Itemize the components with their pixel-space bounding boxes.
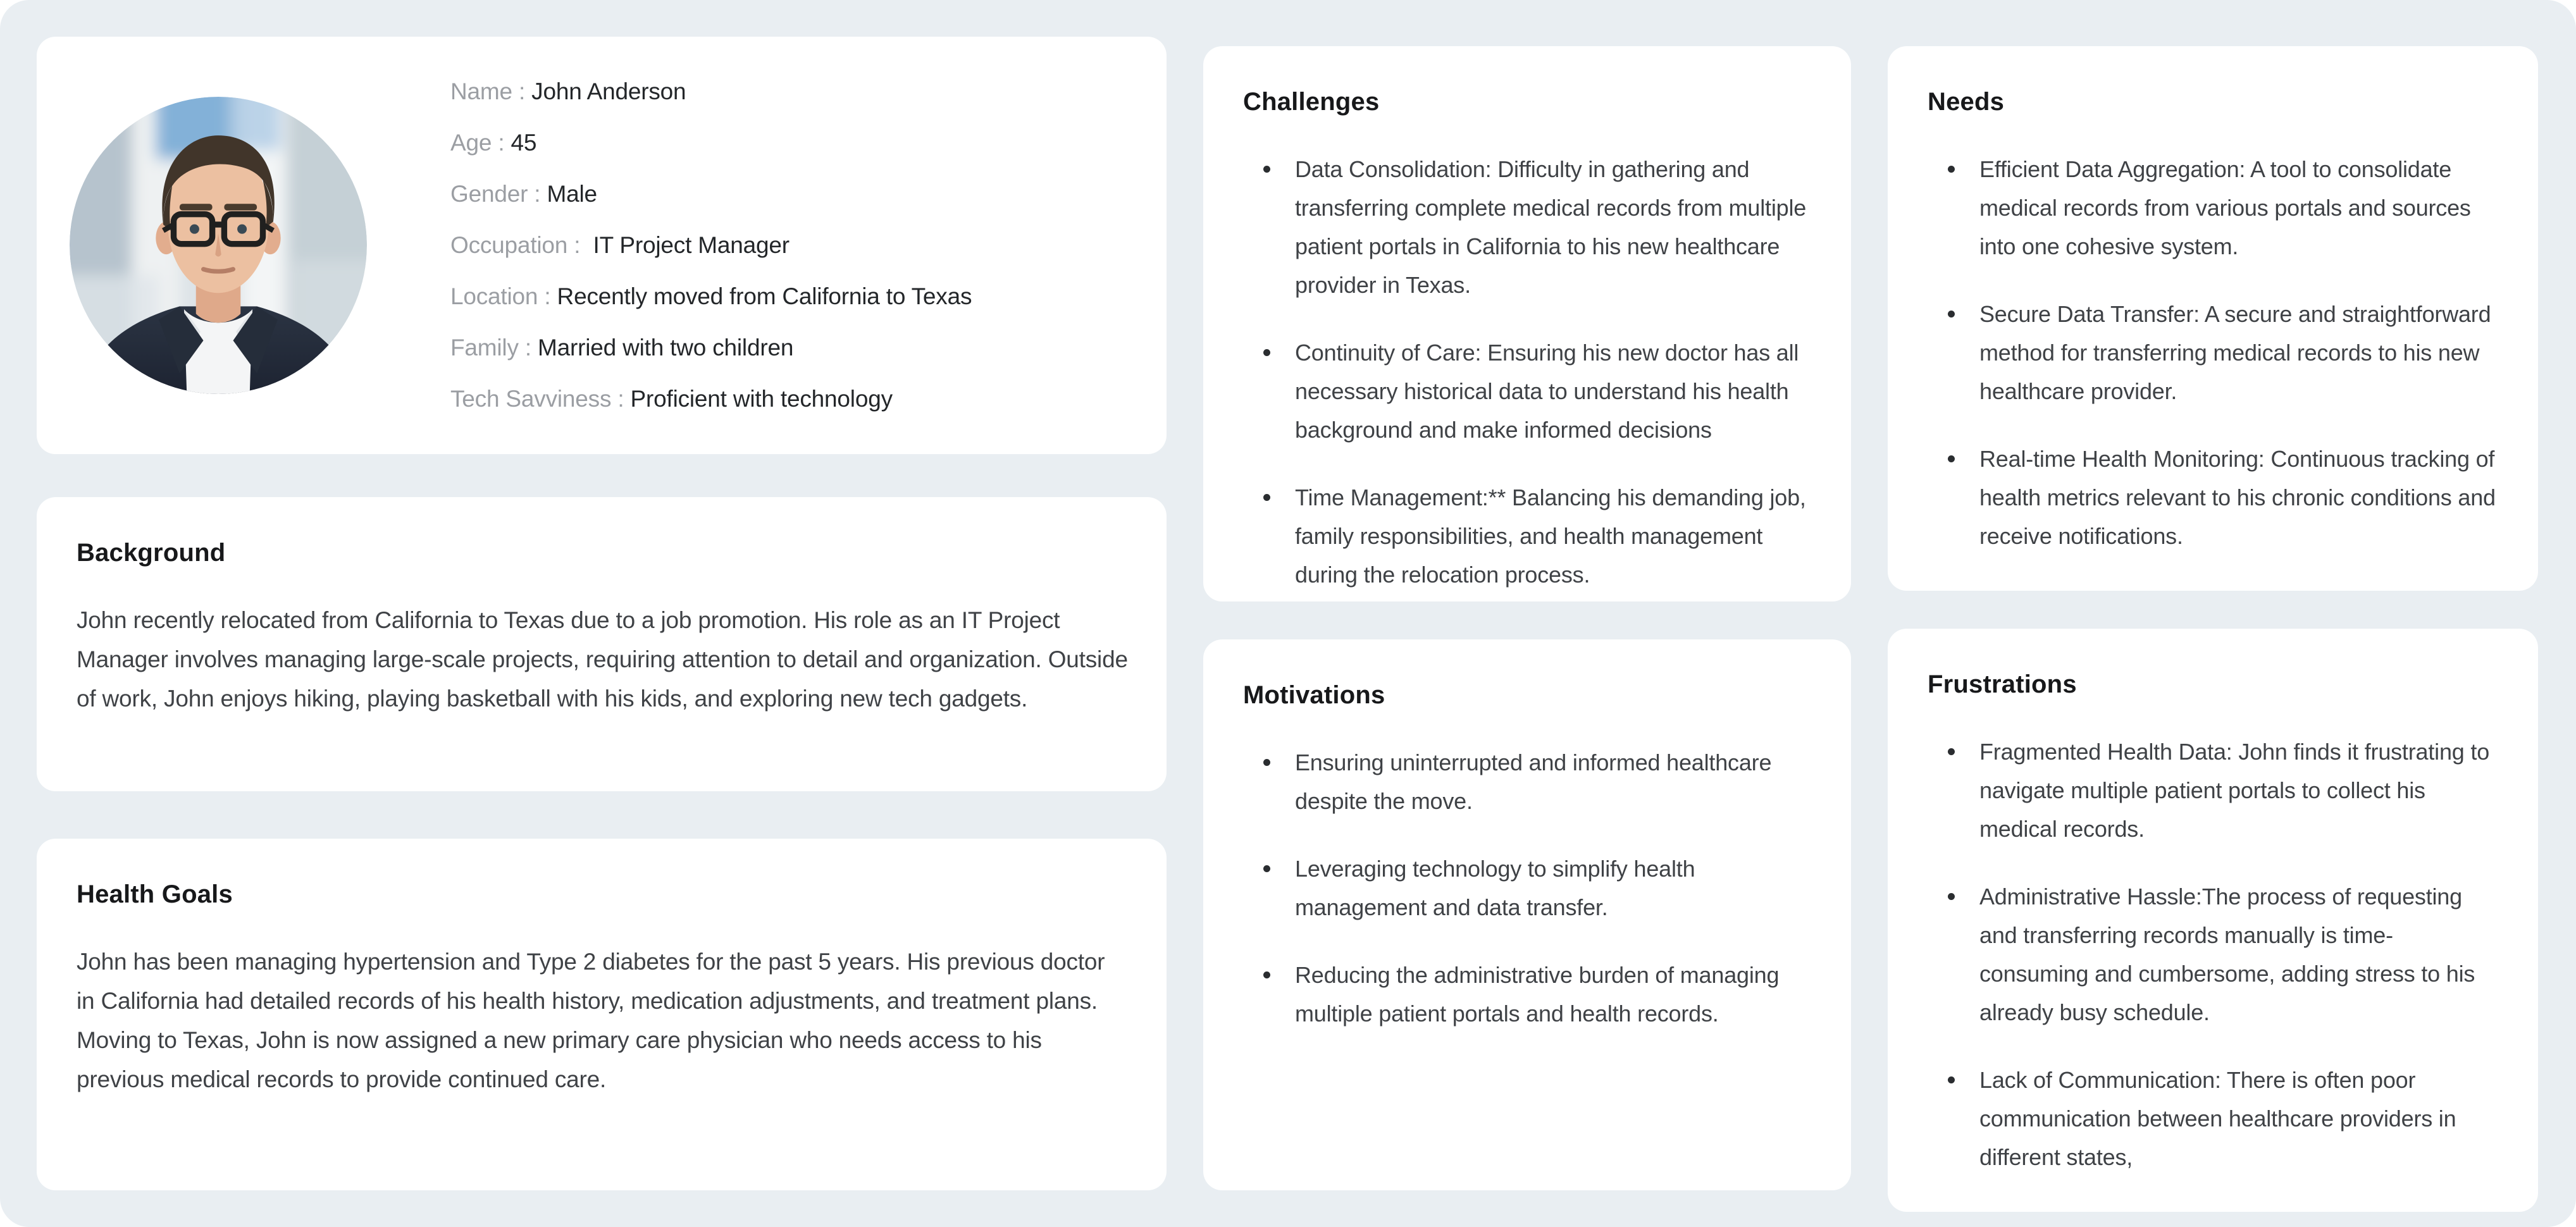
motivations-list-item: Leveraging technology to simplify health management and data transfer. bbox=[1261, 849, 1813, 927]
health-goals-body: John has been managing hypertension and Type 2 diabetes for the past 5 years. His previous doctor in California had detailed records of his health history, medication adjustments, and treatment plans. Moving to Texas, John is now assigned a new primary care physician who needs access to his previous medical records to provide continued care. bbox=[77, 949, 1105, 1092]
frustrations-list bbox=[1928, 732, 2500, 1176]
profile-field-separator: : bbox=[611, 386, 631, 412]
motivations-title: Motivations bbox=[1243, 681, 1385, 709]
frustrations-list-item: Lack of Communication: There is often poor communication between healthcare providers in different states, bbox=[1945, 1061, 2500, 1176]
right-column bbox=[1888, 37, 2538, 1190]
profile-field-row bbox=[450, 180, 1122, 208]
profile-field-separator: : bbox=[512, 78, 532, 104]
profile-field-value: Proficient with technology bbox=[630, 386, 893, 412]
profile-field-value: John Anderson bbox=[531, 78, 686, 104]
profile-field-label: Gender bbox=[450, 181, 528, 207]
profile-card bbox=[37, 37, 1167, 454]
profile-field-label: Family bbox=[450, 335, 519, 361]
profile-field-separator: : bbox=[538, 283, 557, 309]
challenges-list-item: Time Management:** Balancing his demanding job, family responsibilities, and health management during the relocation process. bbox=[1261, 478, 1813, 594]
frustrations-list-item: Administrative Hassle:The process of requesting and transferring records manually is time-consuming and cumbersome, adding stress to his already busy schedule. bbox=[1945, 877, 2500, 1032]
challenges-title: Challenges bbox=[1243, 88, 1380, 116]
avatar-photo bbox=[70, 97, 367, 394]
health-goals-card bbox=[37, 839, 1167, 1190]
profile-field-separator: : bbox=[492, 130, 511, 156]
frustrations-title: Frustrations bbox=[1928, 670, 2077, 698]
profile-field-row bbox=[450, 334, 1122, 362]
left-column bbox=[37, 37, 1167, 1190]
profile-field-separator: : bbox=[518, 335, 538, 361]
challenges-list-item: Continuity of Care: Ensuring his new doctor has all necessary historical data to understand his health background and make informed decisions bbox=[1261, 333, 1813, 449]
background-title: Background bbox=[77, 539, 226, 567]
profile-field-label: Age bbox=[450, 130, 492, 156]
profile-field-value: 45 bbox=[511, 130, 537, 156]
frustrations-list-item: Fragmented Health Data: John finds it frustrating to navigate multiple patient portals to collect his medical records. bbox=[1945, 732, 2500, 848]
profile-field-row bbox=[450, 283, 1122, 311]
avatar bbox=[70, 97, 367, 394]
profile-field-label: Location bbox=[450, 283, 538, 309]
profile-field-value: Recently moved from California to Texas bbox=[557, 283, 972, 309]
needs-list-item: Efficient Data Aggregation: A tool to consolidate medical records from various portals and sources into one cohesive system. bbox=[1945, 150, 2500, 266]
profile-fields bbox=[450, 78, 1122, 413]
needs-list bbox=[1928, 150, 2500, 555]
middle-column bbox=[1203, 37, 1851, 1190]
motivations-list-item: Ensuring uninterrupted and informed healthcare despite the move. bbox=[1261, 743, 1813, 820]
profile-field-label: Occupation bbox=[450, 232, 568, 258]
motivations-list bbox=[1243, 743, 1813, 1033]
needs-list-item: Real-time Health Monitoring: Continuous tracking of health metrics relevant to his chronic conditions and receive notifications. bbox=[1945, 440, 2500, 555]
challenges-list-item: Data Consolidation: Difficulty in gathering and transferring complete medical records from multiple patient portals in California to his new healthcare provider in Texas. bbox=[1261, 150, 1813, 304]
profile-field-row bbox=[450, 78, 1122, 106]
profile-field-value: IT Project Manager bbox=[586, 232, 790, 258]
needs-card bbox=[1888, 46, 2538, 591]
motivations-card bbox=[1203, 639, 1851, 1190]
background-card bbox=[37, 497, 1167, 791]
profile-field-row bbox=[450, 385, 1122, 413]
profile-field-value: Male bbox=[547, 181, 597, 207]
health-goals-title: Health Goals bbox=[77, 880, 233, 908]
motivations-list-item: Reducing the administrative burden of managing multiple patient portals and health records. bbox=[1261, 956, 1813, 1033]
background-body: John recently relocated from California to Texas due to a job promotion. His role as an IT Project Manager involves managing large-scale projects, requiring attention to detail and organization. Outside of work, John enjoys hiking, playing basketball with his kids, and exploring new tech gadgets. bbox=[77, 607, 1128, 712]
profile-field-value: Married with two children bbox=[538, 335, 794, 361]
challenges-card bbox=[1203, 46, 1851, 601]
profile-field-row bbox=[450, 129, 1122, 157]
profile-field-label: Name bbox=[450, 78, 512, 104]
profile-field-separator: : bbox=[528, 181, 547, 207]
needs-title: Needs bbox=[1928, 88, 2005, 116]
needs-list-item: Secure Data Transfer: A secure and straightforward method for transferring medical records to his new healthcare provider. bbox=[1945, 295, 2500, 410]
challenges-list bbox=[1243, 150, 1813, 594]
profile-field-row bbox=[450, 231, 1122, 259]
frustrations-card bbox=[1888, 629, 2538, 1212]
profile-field-label: Tech Savviness bbox=[450, 386, 612, 412]
profile-field-separator: : bbox=[567, 232, 587, 258]
